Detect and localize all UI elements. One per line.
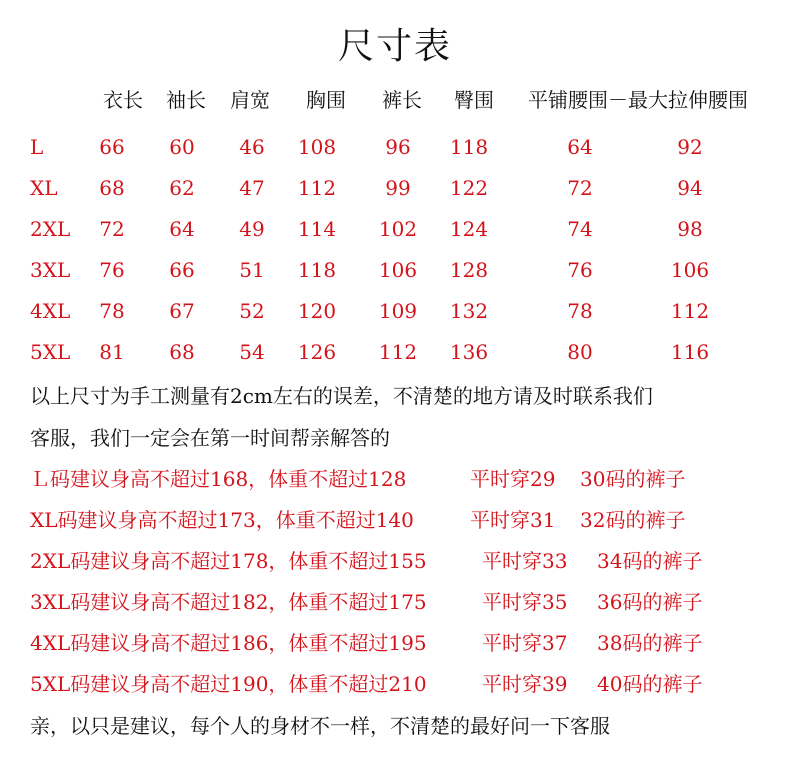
cell-waist-max: 106 xyxy=(670,258,710,282)
measurement-note: 客服，我们一定会在第一时间帮亲解答的 xyxy=(30,426,390,450)
header-chest: 胸围 xyxy=(306,88,346,112)
recommendation-text: 2XL码建议身高不超过178，体重不超过155 xyxy=(30,549,427,573)
cell-hip: 136 xyxy=(449,340,489,364)
cell-pants-length: 109 xyxy=(378,299,418,323)
cell-length: 68 xyxy=(99,176,125,200)
cell-waist-flat: 78 xyxy=(567,299,593,323)
size-label: 5XL xyxy=(30,340,71,364)
cell-pants-length: 112 xyxy=(378,340,418,364)
cell-length: 76 xyxy=(99,258,125,282)
recommendation-pants: 34码的裤子 xyxy=(597,549,703,573)
recommendation-wear: 平时穿31 xyxy=(470,508,556,532)
cell-sleeve: 66 xyxy=(169,258,195,282)
size-recommendation xyxy=(30,627,702,656)
cell-chest: 120 xyxy=(297,299,337,323)
size-recommendation xyxy=(30,504,685,533)
cell-chest: 118 xyxy=(297,258,337,282)
recommendation-pants: 30码的裤子 xyxy=(580,467,686,491)
cell-waist-max: 112 xyxy=(670,299,710,323)
cell-waist-flat: 80 xyxy=(567,340,593,364)
size-label: XL xyxy=(30,176,58,200)
recommendation-wear: 平时穿29 xyxy=(470,467,556,491)
size-recommendation xyxy=(30,545,702,574)
header-shoulder: 肩宽 xyxy=(230,88,270,112)
cell-shoulder: 52 xyxy=(239,299,265,323)
size-recommendation xyxy=(30,586,702,615)
recommendation-text: 3XL码建议身高不超过182，体重不超过175 xyxy=(30,590,427,614)
size-recommendation xyxy=(30,668,702,697)
cell-waist-flat: 76 xyxy=(567,258,593,282)
cell-chest: 126 xyxy=(297,340,337,364)
cell-waist-max: 94 xyxy=(677,176,703,200)
page-title: 尺寸表 xyxy=(337,26,452,67)
size-label: 3XL xyxy=(30,258,71,282)
recommendation-pants: 32码的裤子 xyxy=(580,508,686,532)
cell-sleeve: 62 xyxy=(169,176,195,200)
cell-hip: 132 xyxy=(449,299,489,323)
cell-waist-flat: 64 xyxy=(567,135,593,159)
header-sleeve: 袖长 xyxy=(166,88,206,112)
cell-shoulder: 51 xyxy=(239,258,265,282)
recommendation-pants: 40码的裤子 xyxy=(597,672,703,696)
header-hip: 臀围 xyxy=(454,88,494,112)
cell-sleeve: 67 xyxy=(169,299,195,323)
size-label: 2XL xyxy=(30,217,71,241)
recommendation-wear: 平时穿33 xyxy=(482,549,568,573)
cell-shoulder: 47 xyxy=(239,176,265,200)
header-length: 衣长 xyxy=(103,88,143,112)
header-pants-length: 裤长 xyxy=(382,88,422,112)
cell-length: 81 xyxy=(99,340,125,364)
cell-length: 78 xyxy=(99,299,125,323)
cell-sleeve: 68 xyxy=(169,340,195,364)
cell-shoulder: 54 xyxy=(239,340,265,364)
cell-pants-length: 99 xyxy=(385,176,411,200)
recommendation-text: 4XL码建议身高不超过186，体重不超过195 xyxy=(30,631,427,655)
recommendation-wear: 平时穿35 xyxy=(482,590,568,614)
cell-pants-length: 96 xyxy=(385,135,411,159)
recommendation-wear: 平时穿37 xyxy=(482,631,568,655)
recommendation-text: XL码建议身高不超过173，体重不超过140 xyxy=(30,508,414,532)
cell-sleeve: 64 xyxy=(169,217,195,241)
footer-note: 亲，以只是建议，每个人的身材不一样，不清楚的最好问一下客服 xyxy=(30,714,610,738)
cell-length: 66 xyxy=(99,135,125,159)
recommendation-text: Ｌ码建议身高不超过168，体重不超过128 xyxy=(30,467,407,491)
cell-length: 72 xyxy=(99,217,125,241)
cell-hip: 128 xyxy=(449,258,489,282)
cell-chest: 114 xyxy=(297,217,337,241)
size-label: 4XL xyxy=(30,299,71,323)
recommendation-text: 5XL码建议身高不超过190，体重不超过210 xyxy=(30,672,427,696)
header-waist: 平铺腰围－最大拉伸腰围 xyxy=(528,88,748,112)
cell-hip: 118 xyxy=(449,135,489,159)
cell-pants-length: 102 xyxy=(378,217,418,241)
size-recommendation xyxy=(30,463,685,492)
cell-chest: 108 xyxy=(297,135,337,159)
cell-sleeve: 60 xyxy=(169,135,195,159)
size-label: L xyxy=(30,135,44,159)
measurement-note: 以上尺寸为手工测量有2cm左右的误差，不清楚的地方请及时联系我们 xyxy=(30,384,653,408)
cell-hip: 124 xyxy=(449,217,489,241)
cell-shoulder: 49 xyxy=(239,217,265,241)
cell-waist-max: 92 xyxy=(677,135,703,159)
cell-waist-flat: 74 xyxy=(567,217,593,241)
recommendation-wear: 平时穿39 xyxy=(482,672,568,696)
cell-waist-flat: 72 xyxy=(567,176,593,200)
cell-waist-max: 98 xyxy=(677,217,703,241)
cell-hip: 122 xyxy=(449,176,489,200)
cell-waist-max: 116 xyxy=(670,340,710,364)
cell-chest: 112 xyxy=(297,176,337,200)
cell-shoulder: 46 xyxy=(239,135,265,159)
recommendation-pants: 38码的裤子 xyxy=(597,631,703,655)
recommendation-pants: 36码的裤子 xyxy=(597,590,703,614)
cell-pants-length: 106 xyxy=(378,258,418,282)
